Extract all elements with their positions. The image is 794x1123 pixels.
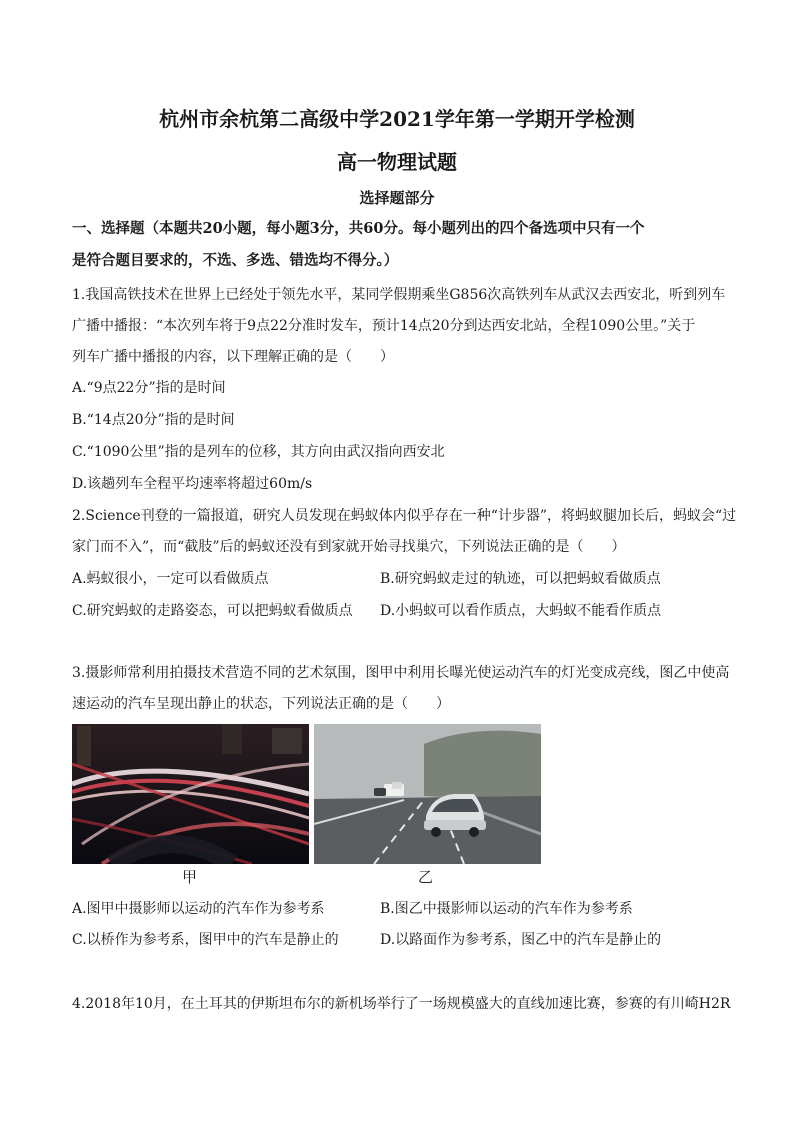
q1-option-d: D.该趟列车全程平均速率将超过60m/s [72,476,313,492]
q3-stem-line-1: 3.摄影师常利用拍摄技术营造不同的艺术氛围，图甲中利用长曝光使运动汽车的灯光变成亮线，图乙中使高 [72,665,730,681]
q1-option-c: C.“1090公里”指的是列车的位移，其方向由武汉指向西安北 [72,444,445,460]
q2-option-d: D.小蚂蚁可以看作质点，大蚂蚁不能看作质点 [380,603,662,619]
section-label: 选择题部分 [359,189,435,207]
q1-stem-line-1: 1.我国高铁技术在世界上已经处于领先水平，某同学假期乘坐G856次高铁列车从武汉去西安北，听到列车 [72,287,726,303]
q1-stem-line-2: 广播中播报：“本次列车将于9点22分准时发车，预计14点20分到达西安北站，全程1090公里。”关于 [72,318,696,334]
caption-figure-b: 乙 [418,868,434,886]
q2-stem-line-2: 家门而不入”，而“截肢”后的蚂蚁还没有到家就开始寻找巢穴，下列说法正确的是（ ） [72,539,626,555]
q2-option-c: C.研究蚂蚁的走路姿态，可以把蚂蚁看做质点 [72,603,353,619]
caption-figure-a: 甲 [182,868,198,886]
q2-option-b: B.研究蚂蚁走过的轨迹，可以把蚂蚁看做质点 [380,571,661,587]
q3-option-b: B.图乙中摄影师以运动的汽车作为参考系 [380,901,633,917]
exam-title: 杭州市余杭第二高级中学2021学年第一学期开学检测 [159,107,635,131]
q1-stem-line-3: 列车广播中播报的内容，以下理解正确的是（ ） [72,349,394,365]
exam-subtitle: 高一物理试题 [337,150,457,174]
q4-stem-line-1: 4.2018年10月，在土耳其的伊斯坦布尔的新机场举行了一场规模盛大的直线加速比赛，参赛的有川崎H2R [72,996,731,1012]
q3-stem-line-2: 速运动的汽车呈现出静止的状态，下列说法正确的是（ ） [72,696,450,712]
photo-night-light-trails [72,724,309,864]
instructions-line-2: 是符合题目要求的，不选、多选、错选均不得分。） [72,252,399,269]
q3-option-a: A.图甲中摄影师以运动的汽车作为参考系 [72,901,325,917]
q2-stem-line-1: 2.Science刊登的一篇报道，研究人员发现在蚂蚁体内似乎存在一种“计步器”，将蚂蚁腿加长后，蚂蚁会“过 [72,508,737,524]
instructions-line-1: 一、选择题（本题共20小题，每小题3分，共60分。每小题列出的四个备选项中只有一个 [72,220,645,237]
q3-option-d: D.以路面作为参考系，图乙中的汽车是静止的 [380,932,662,948]
q3-option-c: C.以桥作为参考系，图甲中的汽车是静止的 [72,932,339,948]
light-trails-graphic [72,724,309,864]
q1-option-b: B.“14点20分”指的是时间 [72,412,235,428]
highway-car-graphic [314,724,541,864]
q2-option-a: A.蚂蚁很小，一定可以看做质点 [72,571,269,587]
photo-highway-car [314,724,541,864]
q1-option-a: A.“9点22分”指的是时间 [72,380,226,396]
